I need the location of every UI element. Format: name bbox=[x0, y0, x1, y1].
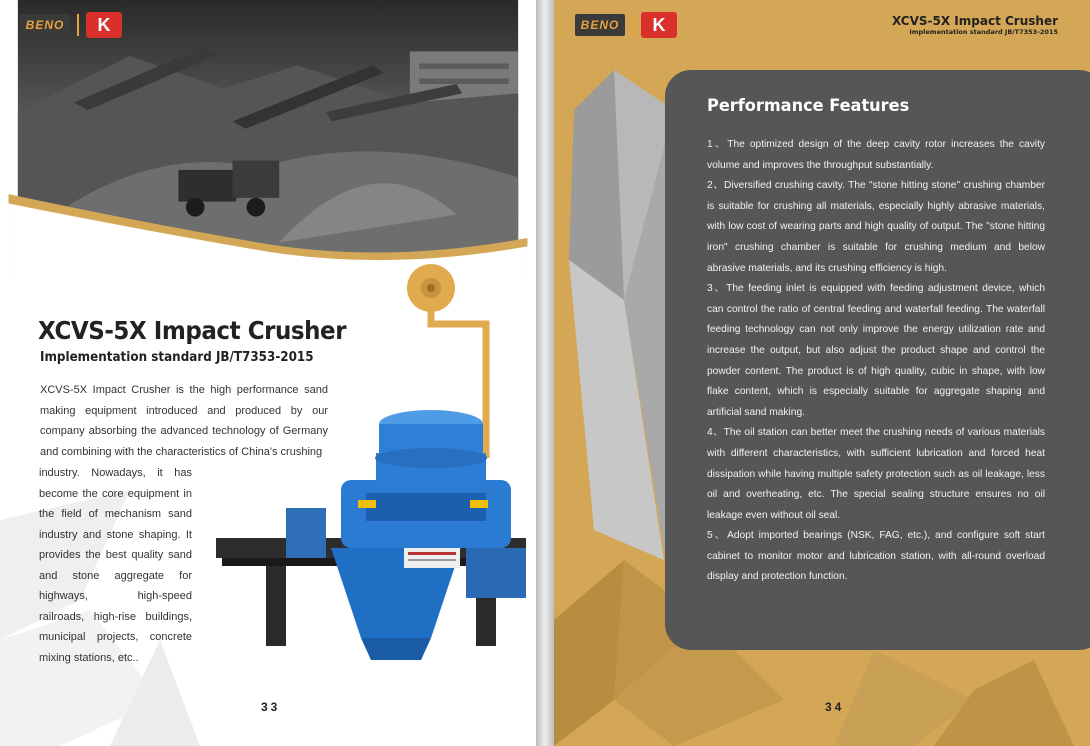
page-title: XCVS-5X Impact Crusher bbox=[38, 316, 347, 345]
brand-logos-right bbox=[575, 12, 677, 38]
panel-title: Performance Features bbox=[707, 96, 910, 116]
logo-divider-right bbox=[632, 14, 634, 36]
impact-crusher-machine bbox=[216, 398, 536, 678]
right-page bbox=[554, 0, 1090, 746]
left-page bbox=[0, 0, 536, 746]
feature-list bbox=[707, 135, 1045, 588]
ko-logo-right: K bbox=[641, 12, 677, 38]
feature-item: 2、Diversified crushing cavity. The "stone hitting stone" crushing chamber is suitable for crushing all materials, especially highly abrasive materials, with low cost of wearing parts and high quality of output. The "stone hitting iron" crushing chamber is suitable for crushing medium and below abrasive materials, and its crushing efficiency is high. bbox=[707, 180, 1045, 274]
page-number-right: 34 bbox=[825, 700, 845, 714]
intro-paragraph: XCVS-5X Impact Crusher is the high performance sand making equipment introduced and produced by our company absorbing the advanced technology of Germany and combining with the characteristics of China's crushing bbox=[40, 384, 328, 458]
page-number: 33 bbox=[261, 700, 281, 714]
beno-logo: BENO bbox=[20, 14, 70, 36]
ko-logo: K bbox=[86, 12, 122, 38]
feature-item: 3、The feeding inlet is equipped with feeding adjustment device, which can control the ratio of central feeding and waterfall feeding. The waterfall feeding technology can not only improve the energy utilization rate and increase the output, but also adjust the product shape and control the powder content. The product is of high quality, cubic in shape, with low flake content, which is especially suitable for aggregate shaping and artificial sand making. bbox=[707, 283, 1045, 418]
running-header bbox=[892, 14, 1058, 36]
page-subtitle: Implementation standard JB/T7353-2015 bbox=[40, 350, 314, 365]
running-header-title: XCVS-5X Impact Crusher bbox=[891, 14, 1058, 28]
beno-logo-right: BENO bbox=[575, 14, 625, 36]
intro-paragraph-continued: industry. Nowadays, it has become the core equipment in the field of mechanism sand industry and stone shaping. It provides the best quality sand and stone aggregate for highways, high-speed railroads, high-rise buildings, municipal projects, concrete mixing stations, etc.. bbox=[39, 467, 192, 664]
running-header-subtitle: Implementation standard JB/T7353-2015 bbox=[909, 28, 1058, 36]
book-gutter bbox=[536, 0, 554, 746]
feature-item: 1、The optimized design of the deep cavity rotor increases the cavity volume and improves the throughput substantially. bbox=[707, 139, 1045, 171]
feature-item: 4、The oil station can better meet the crushing needs of various materials with different characteristics, with sufficient lubrication and forced heat dissipation while having multiple safety protection such as oil leakage, less oil and overheating, etc. The special sealing structure ensures no oil leakage even without oil seal. bbox=[707, 427, 1045, 521]
feature-item: 5、Adopt imported bearings (NSK, FAG, etc.), and configure soft start cabinet to monitor motor and lubrication station, with all-round overload display and protection function. bbox=[707, 530, 1045, 583]
performance-features-panel bbox=[665, 70, 1090, 650]
